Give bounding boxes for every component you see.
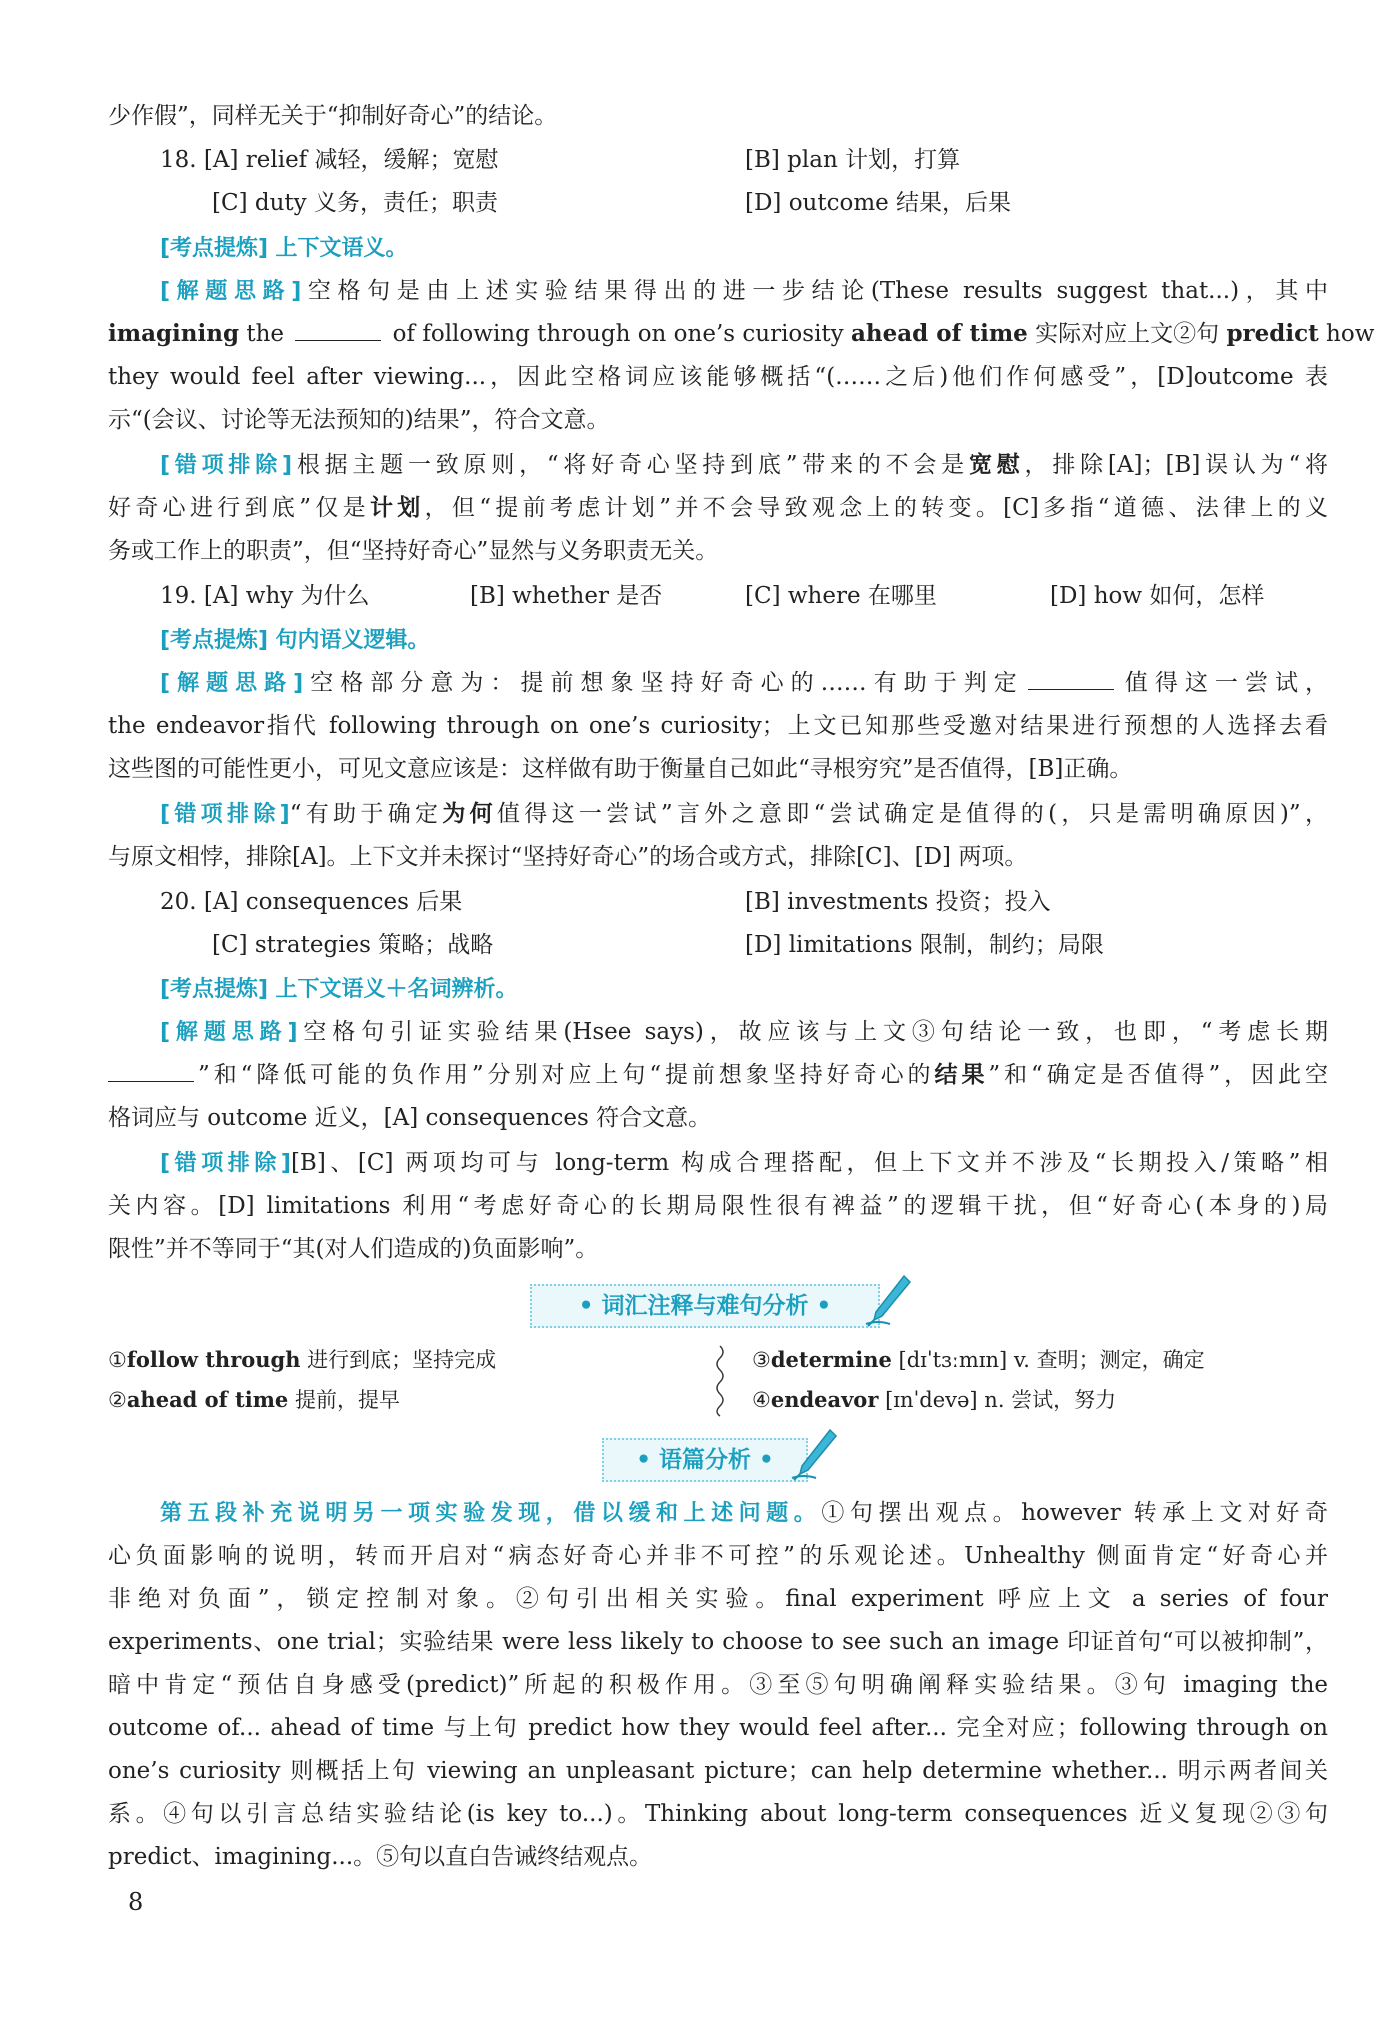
analysis-line1 [160,1493,1328,1533]
jieti-tag: [解题思路] [160,279,302,304]
q19-option-b: [B] whether 是否 [470,583,663,609]
kaodian-tag: [考点提炼] [160,977,269,1002]
q18-jieti-line2 [108,314,1375,354]
kaodian-text: 上下文语义。 [275,236,408,261]
q18-cuoxiang-line2 [108,488,1328,528]
bold-term: 结果 [934,1061,989,1088]
bold-term: 宽慰 [968,451,1025,478]
vocab-word: follow through [126,1347,301,1372]
q18-kaodian [160,228,1328,268]
q20-cuoxiang-line2: 关内容。[D] limitations 利用“考虑好奇心的长期局限性很有裨益”的逻辑干扰，但“好奇心(本身的)局 [108,1193,1328,1219]
divider-squiggle [714,1346,726,1416]
vocab-word: ahead of time [126,1387,289,1412]
q19-jieti-line2: the endeavor指代 following through on one’s curiosity；上文已知那些受邀对结果进行预想的人选择去看 [108,713,1328,739]
q18-option-d: [D] outcome 结果，后果 [745,190,1012,216]
cuoxiang-tag: [错项排除] [160,1151,291,1176]
q19-jieti-line1 [160,663,1328,703]
answer-blank [1028,665,1114,690]
bold-term: predict [1226,320,1319,347]
analysis-line5: 暗中肯定“预估自身感受(predict)”所起的积极作用。③至⑤句明确阐释实验结果。③句 imaging the [108,1672,1328,1698]
q19-option-c: [C] where 在哪里 [745,583,937,609]
vocab-def: 进行到底；坚持完成 [300,1348,497,1372]
vocab-item-4 [752,1380,1116,1420]
pen-icon [864,1272,912,1328]
bold-term: 计划 [369,494,425,521]
q20-option-d: [D] limitations 限制，制约；局限 [745,932,1104,958]
text: how [1318,321,1375,347]
cuoxiang-tag: [错项排除] [160,453,293,478]
q20-jieti-line2 [108,1055,1328,1095]
q18-jieti-line4: 示“(会议、讨论等无法预知的)结果”，符合文意。 [108,407,610,433]
page-number: 8 [128,1888,144,1916]
text: [B]、[C] 两项均可与 long-term 构成合理搭配，但上下文并不涉及“长期投入/策略”相 [290,1150,1328,1176]
q20-cuoxiang-line1 [160,1143,1328,1183]
vocab-section-title: • 词汇注释与难句分析 • [530,1284,880,1328]
q20-option-a: 20. [A] consequences 后果 [160,889,463,915]
q19-jieti-line3: 这些图的可能性更小，可见文意应该是：这样做有助于衡量自己如此“寻根穷究”是否值得，[B]正确。 [108,756,1133,782]
vocab-word: endeavor [770,1387,879,1412]
bold-term: imagining [108,320,240,347]
q20-option-b: [B] investments 投资；投入 [745,889,1051,915]
continuation-line: 少作假”，同样无关于“抑制好奇心”的结论。 [108,103,558,129]
q18-jieti-line3: they would feel after viewing...，因此空格词应该能够概括“(……之后)他们作何感受”，[D]outcome 表 [108,364,1328,390]
q20-cuoxiang-line3: 限性”并不等同于“其(对人们造成的)负面影响”。 [108,1236,599,1262]
vocab-num: ④ [752,1388,771,1412]
text: 值得这一尝试”言外之意即“尝试确定是值得的(，只是需明确原因)”， [496,801,1328,827]
text: ，但“提前考虑计划”并不会导致观念上的转变。[C]多指“道德、法律上的义 [424,495,1328,521]
text: 值得这一尝试， [1117,670,1328,696]
kaodian-text: 上下文语义＋名词辨析。 [275,977,518,1002]
text: 好奇心进行到底”仅是 [108,495,370,521]
text: 空格部分意为：提前想象坚持好奇心的……有助于判定 [303,670,1024,696]
vocab-num: ③ [752,1348,771,1372]
kaodian-tag: [考点提炼] [160,236,269,261]
vocab-num: ① [108,1348,127,1372]
pen-icon [790,1426,838,1482]
q18-jieti-line1 [160,271,1328,311]
text: “有助于确定 [289,801,443,827]
vocab-def: [dɪˈtɜːmɪn] v. 查明；测定，确定 [891,1348,1205,1372]
text: 空格句引证实验结果(Hsee says)，故应该与上文③句结论一致，也即，“考虑长期 [297,1019,1328,1045]
vocab-num: ② [108,1388,127,1412]
vocab-item-3 [752,1340,1205,1380]
analysis-line6: outcome of... ahead of time 与上句 predict how they would feel after... 完全对应；following through on [108,1715,1328,1741]
q20-jieti-line1 [160,1012,1328,1052]
text: 根据主题一致原则，“将好奇心坚持到底”带来的不会是 [292,452,969,478]
analysis-lead: 第五段补充说明另一项实验发现，借以缓和上述问题。 [160,1501,822,1526]
q19-cuoxiang-line2: 与原文相悖，排除[A]。上下文并未探讨“坚持好奇心”的场合或方式，排除[C]、[D] 两项。 [108,844,1028,870]
q19-option-d: [D] how 如何，怎样 [1050,583,1265,609]
q20-option-c: [C] strategies 策略；战略 [212,932,494,958]
vocab-word: determine [770,1347,892,1372]
q20-kaodian [160,969,1328,1009]
text: 实际对应上文②句 [1027,321,1227,347]
q19-option-a: 19. [A] why 为什么 [160,583,370,609]
q19-cuoxiang-line1 [160,794,1328,834]
jieti-tag: [解题思路] [160,671,304,696]
analysis-line9: predict、imagining...。⑤句以直白告诫终结观点。 [108,1844,653,1870]
text: of following through on one’s curiosity [385,321,851,347]
bold-term: 为何 [442,800,497,827]
text: ”和“确定是否值得”，因此空 [988,1062,1328,1088]
text: ，排除[A]；[B]误认为“将 [1024,452,1328,478]
answer-blank [295,316,381,341]
text: ①句摆出观点。however 转承上文对好奇 [821,1500,1328,1526]
jieti-text: 空格句是由上述实验结果得出的进一步结论(These results suggest that...)，其中 [301,278,1328,304]
analysis-line4: experiments、one trial；实验结果 were less likely to choose to see such an image 印证首句“可以被抑制”， [108,1629,1328,1655]
q20-jieti-line3: 格词应与 outcome 近义，[A] consequences 符合文意。 [108,1105,712,1131]
analysis-section-title: • 语篇分析 • [602,1438,808,1482]
vocab-item-2 [108,1380,400,1420]
text: ”和“降低可能的负作用”分别对应上句“提前想象坚持好奇心的 [198,1062,935,1088]
vocab-def: [ɪnˈdevə] n. 尝试，努力 [878,1388,1117,1412]
answer-blank [108,1057,194,1082]
q18-cuoxiang-line3: 务或工作上的职责”，但“坚持好奇心”显然与义务职责无关。 [108,538,719,564]
analysis-line7: one’s curiosity 则概括上句 viewing an unpleasant picture；can help determine whether... 明示两者间关 [108,1758,1328,1784]
analysis-line8: 系。④句以引言总结实验结论(is key to...)。Thinking about long-term consequences 近义复现②③句 [108,1801,1328,1827]
analysis-line3: 非绝对负面”，锁定控制对象。②句引出相关实验。final experiment 呼应上文 a series of four [108,1586,1328,1612]
q19-kaodian [160,620,1328,660]
jieti-tag: [解题思路] [160,1020,298,1045]
q18-option-c: [C] duty 义务，责任；职责 [212,190,498,216]
bold-term: ahead of time [850,320,1028,347]
q18-option-b: [B] plan 计划，打算 [745,147,961,173]
kaodian-text: 句内语义逻辑。 [275,628,430,653]
cuoxiang-tag: [错项排除] [160,802,290,827]
analysis-line2: 心负面影响的说明，转而开启对“病态好奇心并非不可控”的乐观论述。Unhealthy 侧面肯定“好奇心并 [108,1543,1328,1569]
text: the [239,321,292,347]
vocab-item-1 [108,1340,496,1380]
vocab-def: 提前，提早 [288,1388,400,1412]
kaodian-tag: [考点提炼] [160,628,269,653]
q18-option-a: 18. [A] relief 减轻，缓解；宽慰 [160,147,499,173]
q18-cuoxiang-line1 [160,445,1328,485]
